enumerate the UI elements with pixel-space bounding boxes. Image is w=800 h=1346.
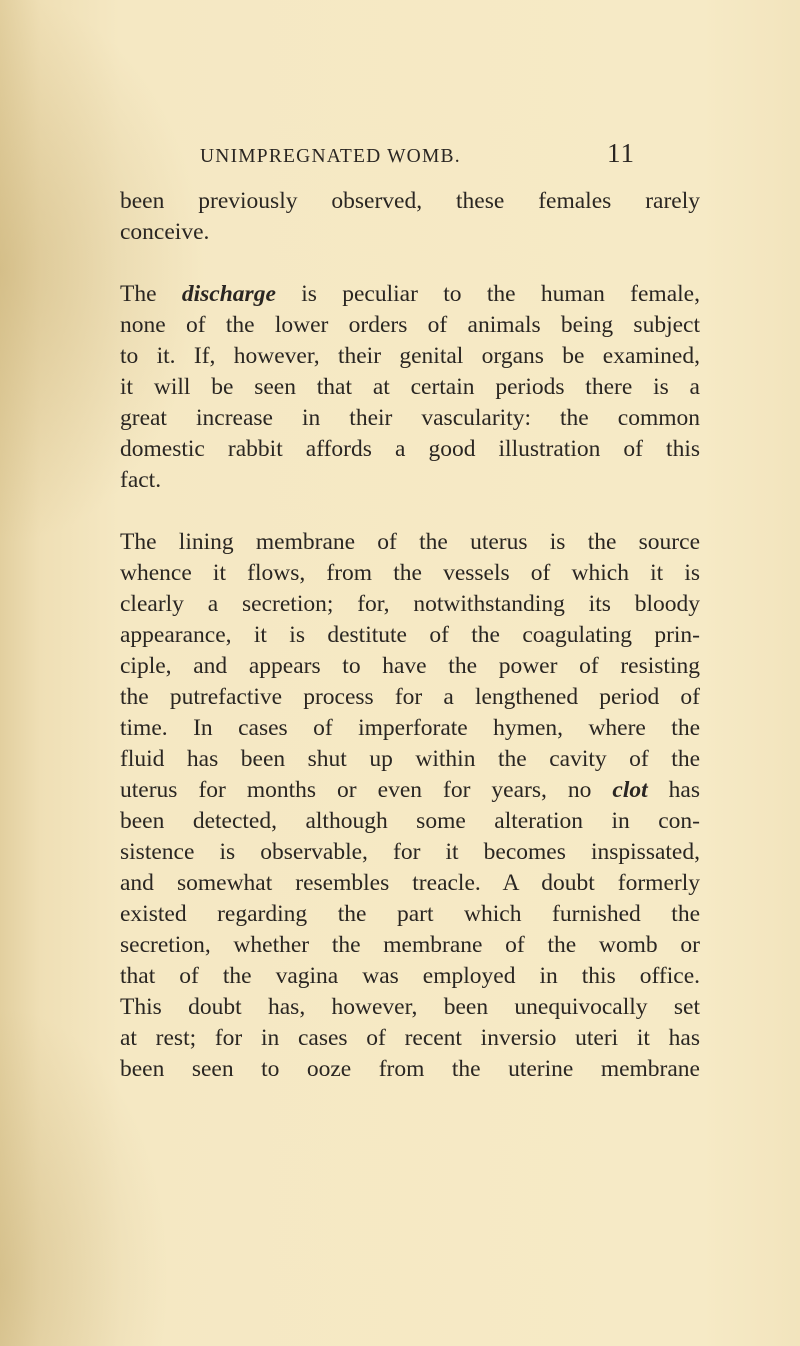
text-line: whence it flows, from the vessels of which it is (120, 560, 700, 586)
text-line: The lining membrane of the uterus is the source (120, 529, 700, 555)
text-line: none of the lower orders of animals being subject (120, 312, 700, 338)
text-line: This doubt has, however, been unequivocally set (120, 994, 700, 1020)
text-line: secretion, whether the membrane of the womb or (120, 932, 700, 958)
text-line: fact. (120, 467, 162, 493)
text-line: sistence is observable, for it becomes inspissated, (120, 839, 700, 865)
text-line: been previously observed, these females rarely (120, 188, 700, 214)
text-line: clearly a secretion; for, notwithstanding its bloody (120, 591, 700, 617)
text-line: that of the vagina was employed in this office. (120, 963, 700, 989)
text-line: and somewhat resembles treacle. A doubt formerly (120, 870, 700, 896)
page-number: 11 (607, 138, 635, 168)
text-line: fluid has been shut up within the cavity of the (120, 746, 700, 772)
text-line: domestic rabbit affords a good illustration of this (120, 436, 700, 462)
text-line (120, 279, 700, 310)
text-line: the putrefactive process for a lengthened period of (120, 684, 700, 710)
emphasized-word: clot (612, 777, 648, 803)
paragraph-gap (120, 248, 700, 279)
text-line: to it. If, however, their genital organs be examined, (120, 343, 700, 369)
paragraph-2 (120, 279, 700, 496)
text-line: great increase in their vascularity: the common (120, 405, 700, 431)
paragraph-3 (120, 527, 700, 1085)
paragraph-1 (120, 186, 700, 248)
text-line (120, 775, 700, 806)
text-line: been detected, although some alteration in con- (120, 808, 700, 834)
text-line: time. In cases of imperforate hymen, where the (120, 715, 700, 741)
body-text (120, 186, 700, 1085)
text-line: ciple, and appears to have the power of resisting (120, 653, 700, 679)
text-run: uterus for months or even for years, no (120, 777, 613, 803)
text-run: The (120, 281, 182, 307)
text-line: appearance, it is destitute of the coagulating prin- (120, 622, 700, 648)
text-line: existed regarding the part which furnished the (120, 901, 700, 927)
text-run: has (647, 777, 700, 803)
text-line: been seen to ooze from the uterine membrane (120, 1056, 700, 1082)
text-run: is peculiar to the human female, (275, 281, 700, 307)
text-line: at rest; for in cases of recent inversio uteri it has (120, 1025, 700, 1051)
emphasized-word: discharge (181, 281, 276, 307)
running-header: UNIMPREGNATED WOMB. (200, 146, 461, 167)
text-line: conceive. (120, 219, 210, 245)
text-line: it will be seen that at certain periods there is a (120, 374, 700, 400)
paragraph-gap (120, 496, 700, 527)
